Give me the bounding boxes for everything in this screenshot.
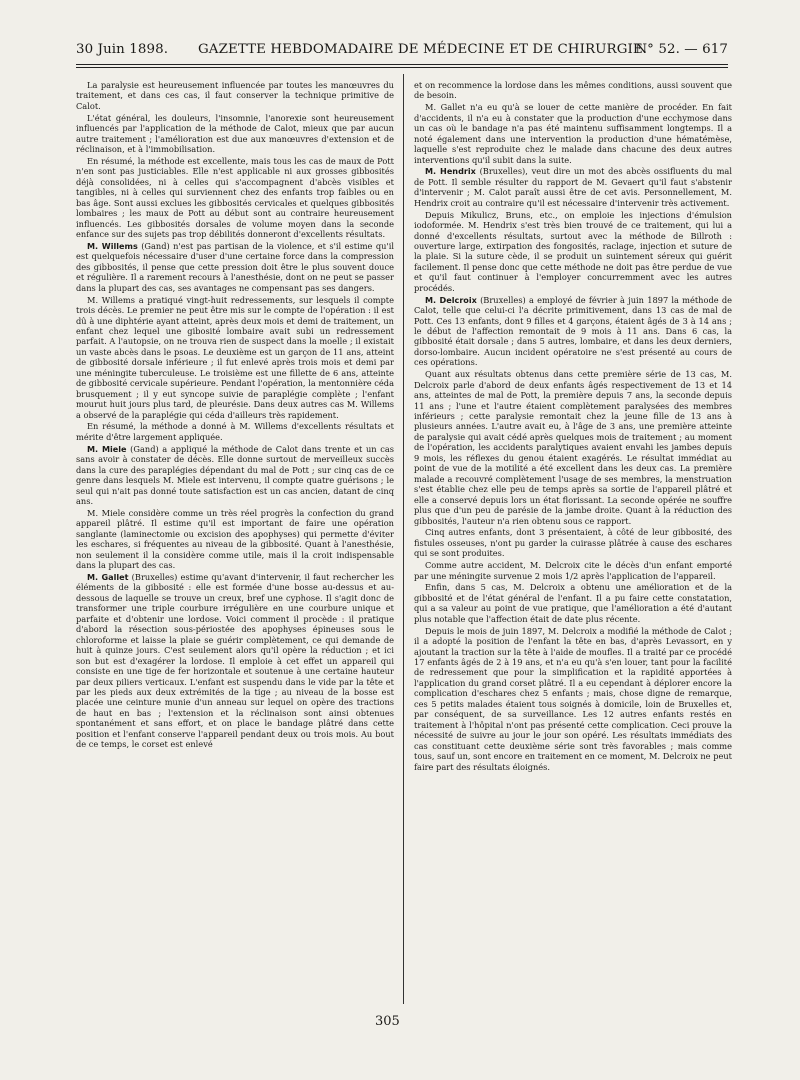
paragraph-text: La paralysie est heureusement influencée par toutes les manœuvres du traitement, et dans ces cas, il faut conserver la technique primitive de Calot. xyxy=(76,80,394,111)
speaker-name: M. Miele xyxy=(87,443,127,454)
paragraph-text: (Bruxelles), veut dire un mot des abcès ossifluents du mal de Pott. Il semble résulter du rapport de M. Gevaert qu'il faut s'abstenir d'intervenir ; M. Calot paraît aussi être de cet avis. Personnellement, M. Hendrix croit au contraire qu'il est nécessaire d'intervenir très activement. xyxy=(414,166,732,208)
speaker-name: M. Delcroix xyxy=(425,294,477,305)
speaker-paragraph xyxy=(76,572,394,750)
paragraph-text: M. Willems a pratiqué vingt-huit redressements, sur lesquels il compte trois décès. Le premier ne peut être mis sur le compte de l'opération : il est dû à une diphtérie ayant atteint, après deux mois et demi de traitement, un enfant chez lequel une gibosité lombaire avait subi un redressement parfait. A l'autopsie, on ne trouva rien de suspect dans la moelle ; il existait un vaste abcès dans le psoas. Le deuxième est un garçon de 11 ans, atteint de gibbosité dorsale inférieure ; il fut enlevé après trois mois et demi par une méningite tuberculeuse. Le troisième est une fillette de 6 ans, atteinte de gibbosité cervicale supérieure. Pendant l'opération, la mentonnière céda brusquement ; il y eut syncope suivie de paraplégie complète ; l'enfant mourut huit jours plus tard, de pleurésie. Dans deux autres cas M. Willems a observé de la paraplégie qui céda d'ailleurs très rapidement. xyxy=(76,294,394,420)
column-divider xyxy=(403,74,404,1004)
speaker-paragraph xyxy=(414,166,732,208)
paragraph-text: En résumé, la méthode a donné à M. Willems d'excellents résultats et mérite d'être largement appliquée. xyxy=(76,421,394,442)
paragraph xyxy=(76,508,394,571)
journal-title: GAZETTE HEBDOMADAIRE DE MÉDECINE ET DE CHIRURGIE. xyxy=(198,42,648,57)
right-column xyxy=(414,80,732,773)
paragraph xyxy=(76,113,394,155)
paragraph-text: M. Gallet n'a eu qu'à se louer de cette manière de procéder. En fait d'accidents, il n'a eu à constater que la production d'une ecchymose dans un cas où le bandage n'a pas été maintenu suffisamment longtemps. Il a noté également dans une intervention la production d'une hématémèse, laquelle s'est reproduite chez le malade dans chacune des deux autres interventions qu'il subit dans la suite. xyxy=(414,102,732,165)
speaker-name: M. Hendrix xyxy=(425,166,476,177)
folio-number: 305 xyxy=(375,1014,400,1029)
issue-and-page-number: N° 52. — 617 xyxy=(635,42,728,57)
paragraph-text: et on recommence la lordose dans les mêmes conditions, aussi souvent que de besoin. xyxy=(414,80,732,101)
speaker-paragraph xyxy=(76,444,394,507)
paragraph-text: En résumé, la méthode est excellente, mais tous les cas de maux de Pott n'en sont pas justiciables. Elle n'est applicable ni aux grosses gibbosités déjà consolidées, ni à celles qui s'accompagnent d'abcès visibles et tangibles, ni à celles qui surviennent chez des enfants trop faibles ou en bas âge. Sont aussi exclues les gibbosités cervicales et quelques gibbosités lombaires ; les maux de Pott au début sont au contraire heureusement influencés. Les gibbosités dorsales de volume moyen dans la seconde enfance sur des sujets pas trop débilités donneront d'excellents résultats. xyxy=(76,155,394,240)
speaker-name: M. Willems xyxy=(87,240,138,251)
paragraph xyxy=(414,560,732,581)
paragraph-text: (Gand) a appliqué la méthode de Calot dans trente et un cas sans avoir à constater de décès. Elle donne surtout de merveilleux succès dans la cure des paraplégies dépendant du mal de Pott ; sur cinq cas de ce genre dans lesquels M. Miele est intervenu, il compte quatre guérisons ; le seul qui n'ait pas donné toute satisfaction est un cas ancien, datant de cinq ans. xyxy=(76,443,394,507)
paragraph xyxy=(76,156,394,240)
paragraph xyxy=(76,80,394,111)
paragraph-text: L'état général, les douleurs, l'insomnie, l'anorexie sont heureusement influencés par l'application de la méthode de Calot, mieux que par aucun autre traitement ; l'amélioration est due aux manœuvres d'extension et de réclinaison, et à l'immobilisation. xyxy=(76,112,394,155)
paragraph-text: Quant aux résultats obtenus dans cette première série de 13 cas, M. Delcroix parle d'abord de deux enfants âgés respectivement de 13 et 14 ans, atteintes de mal de Pott, la première depuis 7 ans, la seconde depuis 11 ans ; l'une et l'autre étaient complètement paralysées des membres inférieurs ; cette paralysie remontait chez la jeune fille de 13 ans à plusieurs années. L'autre avait eu, à l'âge de 3 ans, une première atteinte de paralysie qui avait cédé après quelques mois de traitement ; au moment de l'opération, les accidents paralytiques avaient envahi les jambes depuis 9 mois, les réflexes du genou étaient exagérés. Le résultat immédiat au point de vue de la motilité a été excellent dans les deux cas. La première malade a recouvré complètement l'usage de ses membres, la menstruation s'est établie chez elle peu de temps après sa sortie de l'appareil plâtré et elle a conservé depuis lors un état florissant. La seconde opérée ne souffre plus que d'un peu de parésie de la jambe droite. Quant à la réduction des gibbosités, l'auteur n'a rien obtenu sous ce rapport. xyxy=(414,369,732,526)
paragraph xyxy=(414,582,732,624)
running-header xyxy=(76,42,728,62)
paragraph-text: (Bruxelles) estime qu'avant d'intervenir, il faut rechercher les éléments de la gibbosité : elle est formée d'une bosse au-dessus et au-dessous de laquelle se trouve un creux, bref une cyphose. Il s'agit donc de transformer une triple courbure irrégulière en une courbure unique et parfaite et d'obtenir une lordose. Voici comment il procède : il pratique d'abord la résection sous-périostée des apophyses épineuses sous le chloroforme et laisse la plaie se guérir complètement, ce qui demande de huit à quinze jours. C'est seulement alors qu'il opère la réduction ; et ici son but est d'exagérer la lordose. Il emploie à cet effet un appareil qui consiste en une tige de fer horizontale et soutenue à une certaine hauteur par deux piliers verticaux. L'enfant est suspendu dans le vide par la tête et par les pieds aux deux extrémités de la tige ; au niveau de la bosse est placée une ceinture munie d'un anneau sur lequel on opère des tractions de haut en bas ; l'extension et la réclinaison sont ainsi obtenues spontanément et sans effort, et on place le bandage plâtré dans cette position et l'enfant conserve l'appareil pendant deux ou trois mois. Au bout de ce temps, le corset est enlevé xyxy=(76,571,394,750)
paragraph-text: Enfin, dans 5 cas, M. Delcroix a obtenu une amélioration et de la gibbosité et de l'état général de l'enfant. Il a pu faire cette constatation, qui a sa valeur au point de vue pratique, que l'amélioration a été d'autant plus notable que l'affection était de date plus récente. xyxy=(414,582,732,624)
paragraph-text: Depuis Mikulicz, Bruns, etc., on emploie les injections d'émulsion iodoformée. M. Hendrix s'est très bien trouvé de ce traitement, qui lui a donné d'excellents résultats, surtout avec la méthode de Billroth : ouverture large, extirpation des fongosités, raclage, injection et suture de la plaie. Si la suture cède, il se produit un suintement séreux qui guérit facilement. Il pense donc que cette méthode ne doit pas être perdue de vue et qu'il faut continuer à l'employer concurremment avec les autres procédés. xyxy=(414,209,732,293)
paragraph xyxy=(414,527,732,558)
paragraph xyxy=(76,295,394,420)
header-rule-double xyxy=(76,67,728,68)
speaker-paragraph xyxy=(76,241,394,293)
header-date: 30 Juin 1898. xyxy=(76,42,169,57)
speaker-name: M. Gallet xyxy=(87,571,129,582)
paragraph xyxy=(414,102,732,165)
left-column xyxy=(76,80,394,751)
paragraph-text: Cinq autres enfants, dont 3 présentaient, à côté de leur gibbosité, des fistules osseuses, n'ont pu garder la cuirasse plâtrée à cause des eschares qui se sont produites. xyxy=(414,527,732,559)
paragraph xyxy=(414,210,732,294)
paragraph xyxy=(414,626,732,772)
paragraph-text: (Gand) n'est pas partisan de la violence, et s'il estime qu'il est quelquefois nécessaire d'user d'une certaine force dans la compression des gibbosités, il pense que cette pression doit être le plus souvent douce et régulière. Il a rarement recours à l'anesthésie, dont on ne peut se passer dans la plupart des cas, ses avantages ne compensant pas ses dangers. xyxy=(76,240,394,293)
paragraph-text: M. Miele considère comme un très réel progrès la confection du grand appareil plâtré. Il estime qu'il est important de faire une opération sanglante (laminectomie ou excision des apophyses) qui permette d'éviter les eschares, si fréquentes au niveau de la gibbosité. Quant à l'anesthésie, non seulement il la considère comme utile, mais il la croit indispensable dans la plupart des cas. xyxy=(76,507,394,571)
paragraph-text: Depuis le mois de juin 1897, M. Delcroix a modifié la méthode de Calot ; il a adopté la position de l'enfant la tête en bas, d'après Levassort, en y ajoutant la traction sur la tête à l'aide de moufles. Il a traité par ce procédé 17 enfants âgés de 2 à 19 ans, et n'a eu qu'à s'en louer, tant pour la facilité de redressement que pour la simplification et la rapidité apportées à l'application du grand corset plâtré. Il a eu cependant à déplorer encore la complication d'eschares chez 5 enfants ; mais, chose digne de remarque, ces 5 petits malades étaient tous soignés à domicile, loin de Bruxelles et, par conséquent, de sa surveillance. Les 12 autres enfants restés en traitement à l'hôpital n'ont pas présenté cette complication. Ceci prouve la nécessité de suivre au jour le jour son opéré. Les résultats immédiats des cas constituant cette deuxième série sont très favorables ; mais comme tous, sauf un, sont encore en traitement en ce moment, M. Delcroix ne peut faire part des résultats éloignés. xyxy=(414,625,732,772)
speaker-paragraph xyxy=(414,295,732,368)
paragraph-text: (Bruxelles) a employé de février à juin 1897 la méthode de Calot, telle que celui-ci l'a décrite primitivement, dans 13 cas de mal de Pott. Ces 13 enfants, dont 9 filles et 4 garçons, étaient âgés de 3 à 14 ans ; le début de l'affection remontait de 9 mois à 11 ans. Dans 6 cas, la gibbosité était dorsale ; dans 5 autres, lombaire, et dans les deux derniers, dorso-lombaire. Aucun incident opératoire ne s'est présenté au cours de ces opérations. xyxy=(414,294,732,368)
header-rule xyxy=(76,64,728,65)
paragraph xyxy=(414,80,732,101)
paragraph xyxy=(76,421,394,442)
paragraph xyxy=(414,369,732,526)
paragraph-text: Comme autre accident, M. Delcroix cite le décès d'un enfant emporté par une méningite survenue 2 mois 1/2 après l'application de l'appareil. xyxy=(414,560,732,581)
